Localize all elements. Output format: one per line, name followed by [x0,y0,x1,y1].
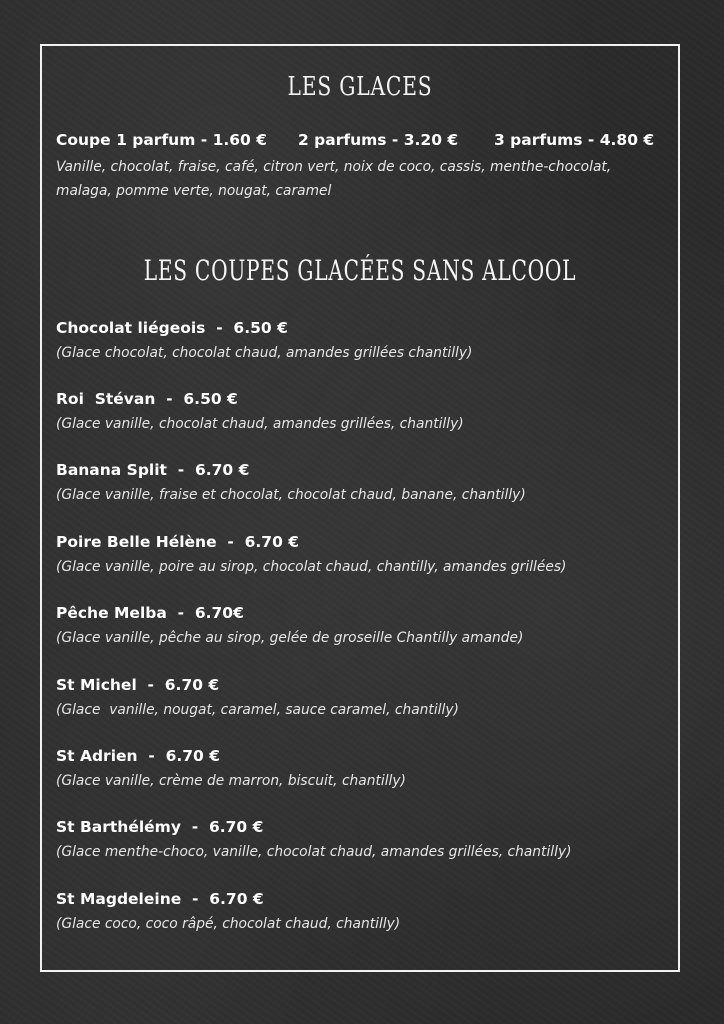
dessert-name: Banana Split - 6.70 € [56,461,250,479]
dessert-item [56,675,676,720]
dessert-name: St Barthélémy - 6.70 € [56,818,264,836]
dessert-description: (Glace vanille, fraise et chocolat, chocolat chaud, banane, chantilly) [56,487,526,503]
dessert-description: (Glace menthe-choco, vanille, chocolat chaud, amandes grillées, chantilly) [56,844,572,860]
dessert-description: (Glace vanille, crème de marron, biscuit, chantilly) [56,773,406,789]
dessert-name: St Michel - 6.70 € [56,676,220,694]
dessert-description: (Glace vanille, nougat, caramel, sauce caramel, chantilly) [56,702,459,718]
section-title-glaces: LES GLACES [287,72,433,102]
dessert-name: Roi Stévan - 6.50 € [56,390,238,408]
dessert-item [56,389,676,434]
dessert-description: (Glace vanille, pêche au sirop, gelée de groseille Chantilly amande) [56,630,524,646]
dessert-item [56,889,676,934]
dessert-name: Pêche Melba - 6.70€ [56,604,244,622]
dessert-description: (Glace chocolat, chocolat chaud, amandes grillées chantilly) [56,345,473,361]
dessert-item [56,318,676,363]
dessert-item [56,460,676,505]
dessert-item [56,603,676,648]
section-title-coupes: LES COUPES GLACÉES SANS ALCOOL [143,254,577,287]
price-three-flavours: 3 parfums - 4.80 € [494,131,655,149]
dessert-name: Chocolat liégeois - 6.50 € [56,319,288,337]
dessert-item [56,532,676,577]
dessert-name: St Adrien - 6.70 € [56,747,221,765]
dessert-description: (Glace vanille, chocolat chaud, amandes grillées, chantilly) [56,416,464,432]
price-two-flavours: 2 parfums - 3.20 € [298,131,459,149]
flavours-list: Vanille, chocolat, fraise, café, citron vert, noix de coco, cassis, menthe-chocolat, malaga, pomme verte, nougat, caramel [56,159,612,199]
glaces-prices [56,131,676,151]
dessert-item [56,746,676,791]
dessert-description: (Glace vanille, poire au sirop, chocolat chaud, chantilly, amandes grillées) [56,559,567,575]
dessert-name: St Magdeleine - 6.70 € [56,890,264,908]
dessert-description: (Glace coco, coco râpé, chocolat chaud, chantilly) [56,916,401,932]
dessert-item [56,817,676,862]
price-one-flavour: Coupe 1 parfum - 1.60 € [56,131,268,149]
dessert-name: Poire Belle Hélène - 6.70 € [56,533,300,551]
